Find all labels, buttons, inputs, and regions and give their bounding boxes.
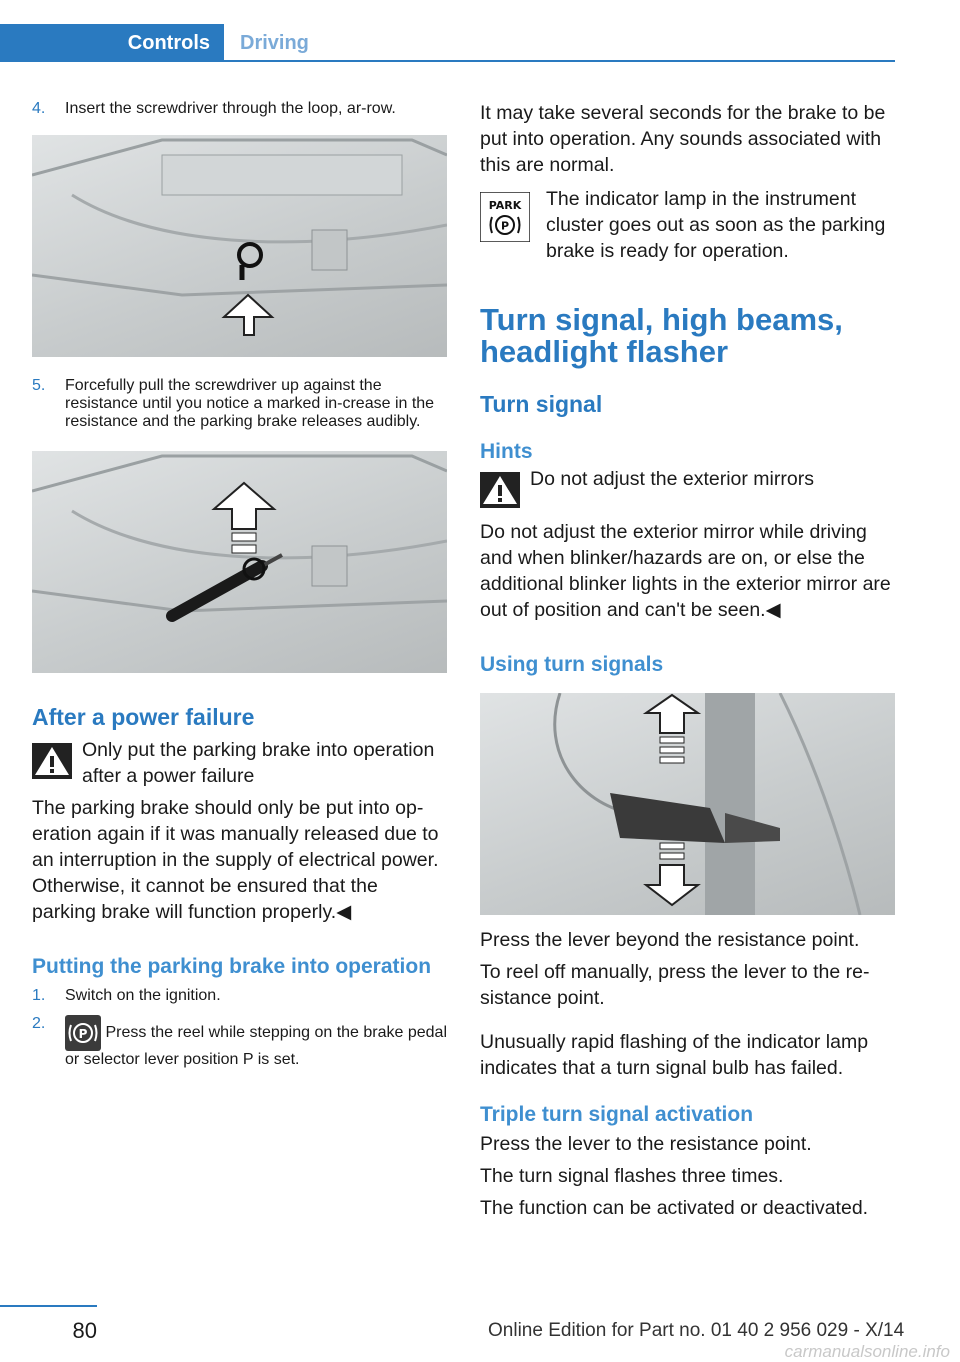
step-number: 2. bbox=[32, 1015, 46, 1032]
park-icon bbox=[480, 186, 546, 264]
triple-p3: The function can be activated or deactivated. bbox=[480, 1197, 869, 1219]
step-4 bbox=[32, 100, 447, 118]
step-text: Insert the screwdriver through the loop, ar‐row. bbox=[65, 100, 396, 117]
warning-icon bbox=[480, 466, 530, 513]
lever-illustration bbox=[480, 693, 895, 915]
step-number: 4. bbox=[32, 100, 46, 117]
svg-text:P: P bbox=[78, 1027, 88, 1041]
power-failure-warning bbox=[32, 737, 447, 789]
footer-rule bbox=[0, 1305, 97, 1307]
screwdriver-pull-photo bbox=[32, 451, 447, 673]
step-5 bbox=[32, 377, 447, 431]
pull-illustration bbox=[32, 451, 447, 673]
warning-icon bbox=[32, 737, 82, 789]
watermark: carmanualsonline.info bbox=[784, 1342, 950, 1361]
section-title: Turn signal, high beams, headlight flasher bbox=[480, 302, 843, 369]
header-bar bbox=[0, 24, 895, 62]
brake-delay-paragraph: It may take several seconds for the brake to be put into operation. Any sounds associated with this are normal. bbox=[480, 102, 886, 176]
step-2-content bbox=[65, 1015, 447, 1069]
rapid-flashing-text: Unusually rapid flashing of the indicator lamp indicates that a turn signal bulb has failed. bbox=[480, 1031, 869, 1079]
mirror-warning bbox=[480, 466, 895, 513]
putting-step-2 bbox=[32, 1015, 447, 1069]
turn-signal-heading: Turn signal bbox=[480, 391, 603, 417]
triple-signal-heading: Triple turn signal activation bbox=[480, 1103, 754, 1126]
step-text: Press the reel while stepping on the brake pedal or selector lever position P is set. bbox=[65, 1024, 447, 1068]
triple-p2: The turn signal flashes three times. bbox=[480, 1165, 784, 1187]
park-label: PARK bbox=[488, 199, 522, 212]
step-number: 1. bbox=[32, 987, 46, 1004]
step-text: Switch on the ignition. bbox=[65, 987, 221, 1004]
reel-off-text: To reel off manually, press the lever to the re‐sistance point. bbox=[480, 961, 870, 1009]
right-column bbox=[480, 100, 895, 1221]
hints-heading: Hints bbox=[480, 440, 533, 463]
mirror-warning-title: Do not adjust the exterior mirrors bbox=[530, 468, 814, 490]
header-rule bbox=[0, 60, 895, 62]
screwdriver-loop-photo bbox=[32, 135, 447, 357]
svg-text:P: P bbox=[500, 219, 510, 233]
power-failure-heading: After a power failure bbox=[32, 704, 255, 730]
power-failure-warning-title: Only put the parking brake into operation after a power failure bbox=[82, 739, 435, 787]
tab-driving[interactable]: Driving bbox=[240, 32, 309, 54]
park-indicator-note bbox=[480, 186, 895, 264]
using-turn-signals-heading: Using turn signals bbox=[480, 653, 664, 676]
press-lever-text: Press the lever beyond the resistance point. bbox=[480, 929, 860, 951]
turn-signal-lever-photo bbox=[480, 693, 895, 915]
putting-step-1 bbox=[32, 987, 447, 1005]
putting-into-operation-heading: Putting the parking brake into operation bbox=[32, 955, 432, 978]
parking-brake-icon bbox=[65, 1015, 101, 1051]
page-number: 80 bbox=[72, 1318, 97, 1343]
mirror-warning-body: Do not adjust the exterior mirror while driving and when blinker/hazards are on, or else the additional blinker lights in the exterior mirror are out of position and can't be seen.◀ bbox=[480, 521, 891, 621]
step-text: Forcefully pull the screwdriver up against the resistance until you notice a marked in‐crease in the resistance and the parking brake releases audibly. bbox=[65, 377, 435, 430]
step-number: 5. bbox=[32, 377, 46, 394]
power-failure-body: The parking brake should only be put into op‐eration again if it was manually released due to an interruption in the supply of electrical power. Otherwise, it cannot be ensured that the parking brake will function properly.◀ bbox=[32, 797, 439, 923]
left-column bbox=[32, 100, 447, 1069]
edition-text: Online Edition for Part no. 01 40 2 956 029 - X/14 bbox=[488, 1320, 905, 1341]
loop-illustration bbox=[32, 135, 447, 357]
triple-p1: Press the lever to the resistance point. bbox=[480, 1133, 812, 1155]
tab-controls[interactable]: Controls bbox=[0, 24, 224, 62]
indicator-lamp-text: The indicator lamp in the instrument cluster goes out as soon as the parking brake is ready for operation. bbox=[546, 188, 886, 262]
